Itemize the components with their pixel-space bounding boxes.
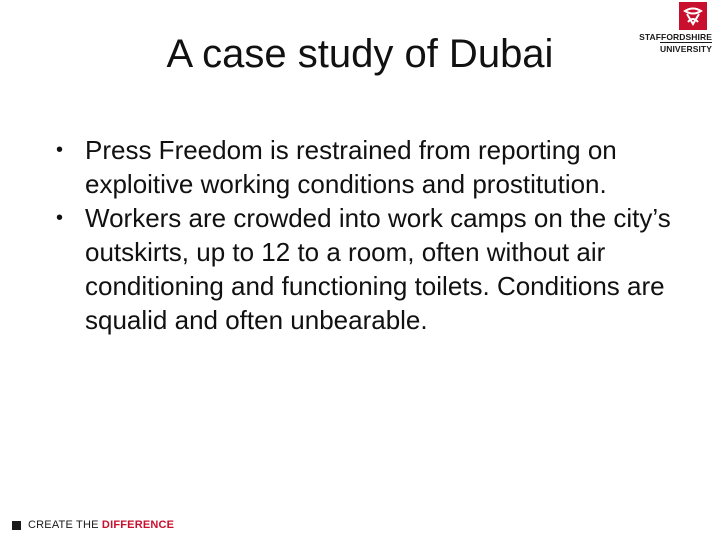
- bullet-list: [56, 133, 696, 337]
- footer-text: [28, 519, 174, 531]
- slide-title: A case study of Dubai: [166, 32, 554, 76]
- bullet-item: [56, 133, 696, 201]
- footer-tagline: [12, 518, 174, 532]
- bullet-icon: •: [56, 207, 64, 229]
- square-icon: [12, 521, 21, 530]
- bullet-icon: •: [56, 139, 64, 161]
- logo-line-1: STAFFORDSHIRE: [639, 32, 712, 42]
- bullet-item: [56, 201, 696, 337]
- footer-text-part-1: CREATE THE: [28, 519, 102, 531]
- stafford-knot-icon: [679, 2, 707, 30]
- logo-wordmark: [622, 32, 712, 54]
- university-logo: [622, 2, 712, 54]
- footer-text-part-2: DIFFERENCE: [101, 519, 175, 531]
- bullet-text: Workers are crowded into work camps on the city’s outskirts, up to 12 to a room, often without air conditioning and functioning toilets. Conditions are squalid and often unbearable.: [85, 203, 671, 335]
- logo-line-2: UNIVERSITY: [659, 44, 712, 54]
- bullet-text: Press Freedom is restrained from reporting on exploitive working conditions and prostitution.: [85, 135, 617, 199]
